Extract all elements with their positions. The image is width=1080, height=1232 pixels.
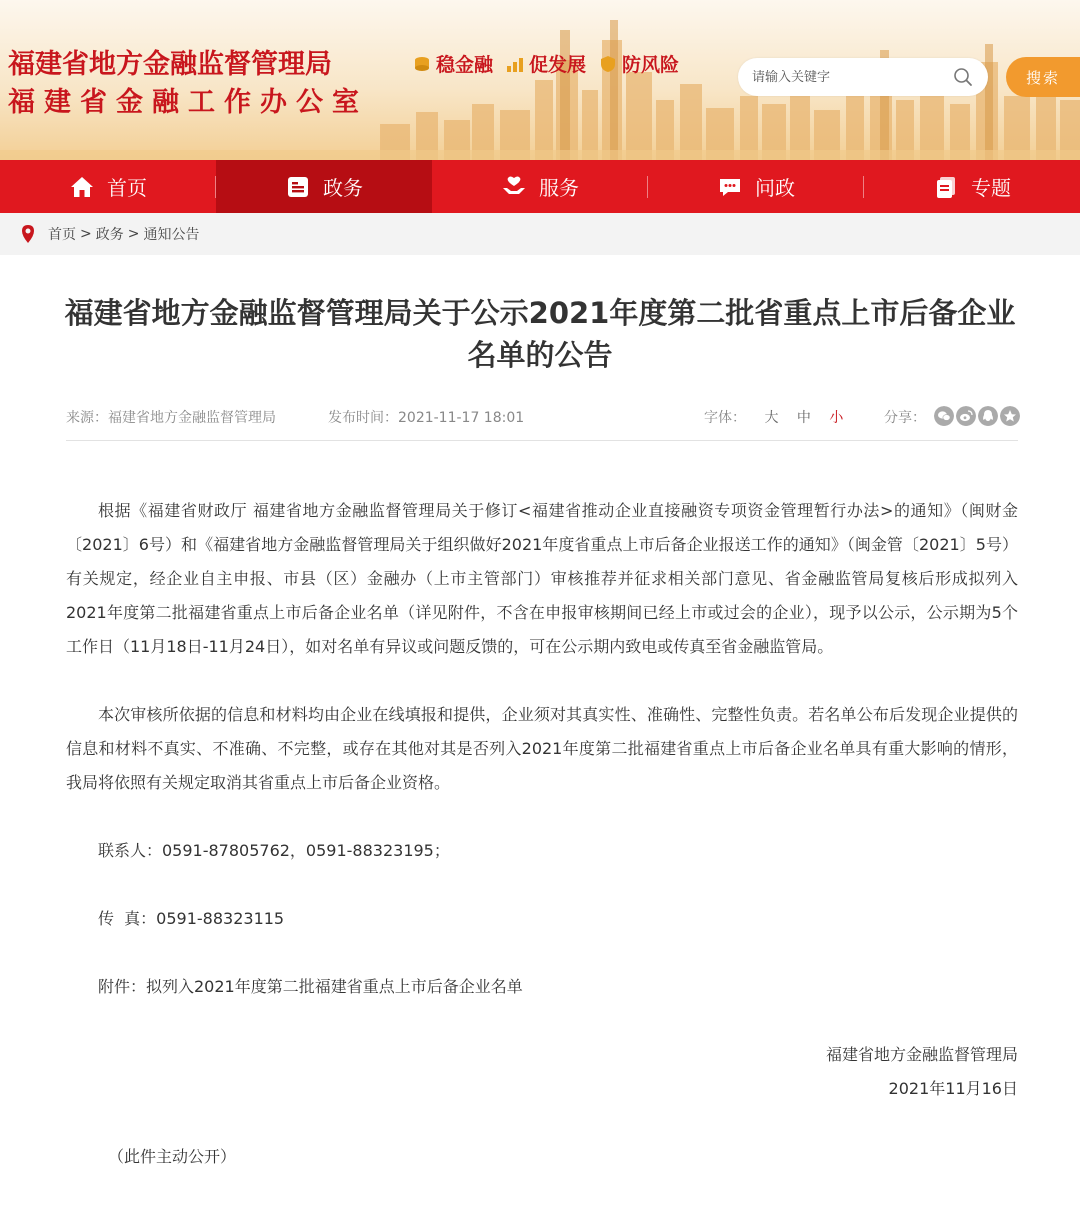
breadcrumb-notices[interactable]: 通知公告 bbox=[143, 227, 200, 243]
search-input[interactable] bbox=[752, 70, 952, 85]
nav-item-home[interactable]: 首页 bbox=[0, 160, 216, 213]
search-box bbox=[738, 58, 988, 96]
nav-item-service[interactable]: 服务 bbox=[432, 160, 648, 213]
signature-date: 2021年11月16日 bbox=[888, 1079, 1018, 1098]
article-publish-time: 发布时间：2021-11-17 18:01 bbox=[328, 410, 525, 426]
main-nav bbox=[0, 160, 1080, 213]
bar-growth-icon bbox=[505, 54, 525, 74]
signature-organization: 福建省地方金融监督管理局 bbox=[825, 1045, 1018, 1064]
wechat-icon[interactable] bbox=[934, 406, 954, 426]
nav-item-topics[interactable]: 专题 bbox=[864, 160, 1080, 213]
coin-stack-icon bbox=[412, 54, 432, 74]
article-paragraph: 根据《福建省财政厅 福建省地方金融监督管理局关于修订<福建省推动企业直接融资专项资金管理暂行办法>的通知》（闽财金〔2021〕6号）和《福建省地方金融监督管理局关于组织做好2021年度省重点上市后备企业报送工作的通知》（闽金管〔2021〕5号）有关规定，经企业自主申报、市县（区）金融办（上市主管部门）审核推荐并征求相关部门意见、省金融监管局复核后形成拟列入2021年度第二批福建省重点上市后备企业名单（详见附件，不含在申报审核期间已经上市或过会的企业），现予以公示，公示期为5个工作日（11月18日-11月24日），如对名单有异议或问题反馈的，可在公示期内致电或传真至省金融监管局。 bbox=[66, 501, 1018, 656]
nav-item-government-affairs[interactable]: 政务 bbox=[216, 160, 432, 213]
breadcrumb-separator: > bbox=[80, 226, 92, 242]
qq-icon[interactable] bbox=[978, 406, 998, 426]
nav-item-inquiry[interactable]: 问政 bbox=[648, 160, 864, 213]
home-icon bbox=[69, 174, 95, 200]
attachment-link[interactable]: 附件：拟列入2021年度第二批福建省重点上市后备企业名单 bbox=[98, 977, 523, 996]
slogan-bar bbox=[412, 50, 679, 77]
contact-person: 联系人：0591-87805762，0591-88323195； bbox=[98, 841, 450, 860]
breadcrumb-government-affairs[interactable]: 政务 bbox=[95, 227, 124, 243]
search-icon[interactable] bbox=[952, 66, 974, 88]
site-logo-subtitle[interactable]: 福建省金融工作办公室 bbox=[8, 87, 368, 118]
article-source: 来源：福建省地方金融监督管理局 bbox=[66, 410, 276, 426]
weibo-icon[interactable] bbox=[956, 406, 976, 426]
font-size-label: 字体： bbox=[704, 410, 746, 426]
meta-divider bbox=[66, 440, 1018, 441]
header-banner bbox=[0, 0, 1080, 160]
slogan-develop: 促发展 bbox=[505, 50, 586, 77]
shield-icon bbox=[598, 54, 618, 74]
fax-number: 传 真：0591-88323115 bbox=[98, 909, 285, 928]
font-size-large[interactable]: 大 bbox=[764, 410, 779, 426]
article-paragraph: 本次审核所依据的信息和材料均由企业在线填报和提供，企业须对其真实性、准确性、完整性负责。若名单公布后发现企业提供的信息和材料不真实、不准确、不完整，或存在其他对其是否列入2021年度第二批福建省重点上市后备企业名单具有重大影响的情形，我局将依照有关规定取消其省重点上市后备企业资格。 bbox=[66, 705, 1018, 792]
font-size-small[interactable]: 小 bbox=[829, 410, 844, 426]
breadcrumb-separator: > bbox=[127, 226, 140, 242]
share-label: 分享： bbox=[884, 410, 926, 426]
chat-icon bbox=[717, 174, 743, 200]
font-size-selector bbox=[704, 407, 843, 427]
qzone-star-icon[interactable] bbox=[1000, 406, 1020, 426]
location-pin-icon bbox=[20, 224, 36, 244]
font-size-medium[interactable]: 中 bbox=[796, 410, 811, 426]
search-button[interactable]: 搜索 bbox=[1006, 57, 1080, 97]
slogan-prevent-risk: 防风险 bbox=[598, 50, 679, 77]
article-title: 福建省地方金融监督管理局关于公示2021年度第二批省重点上市后备企业名单的公告 bbox=[64, 296, 1016, 372]
article-body bbox=[66, 494, 1018, 1174]
disclosure-note: （此件主动公开） bbox=[108, 1147, 237, 1166]
slogan-stabilize: 稳金融 bbox=[412, 50, 493, 77]
share-bar bbox=[884, 404, 1020, 427]
article-meta bbox=[66, 404, 1018, 428]
breadcrumb-home[interactable]: 首页 bbox=[48, 227, 76, 243]
document-icon bbox=[285, 174, 311, 200]
files-icon bbox=[933, 174, 959, 200]
breadcrumb bbox=[0, 213, 1080, 255]
site-logo-title[interactable]: 福建省地方金融监督管理局 bbox=[8, 49, 332, 80]
service-hands-icon bbox=[501, 174, 527, 200]
